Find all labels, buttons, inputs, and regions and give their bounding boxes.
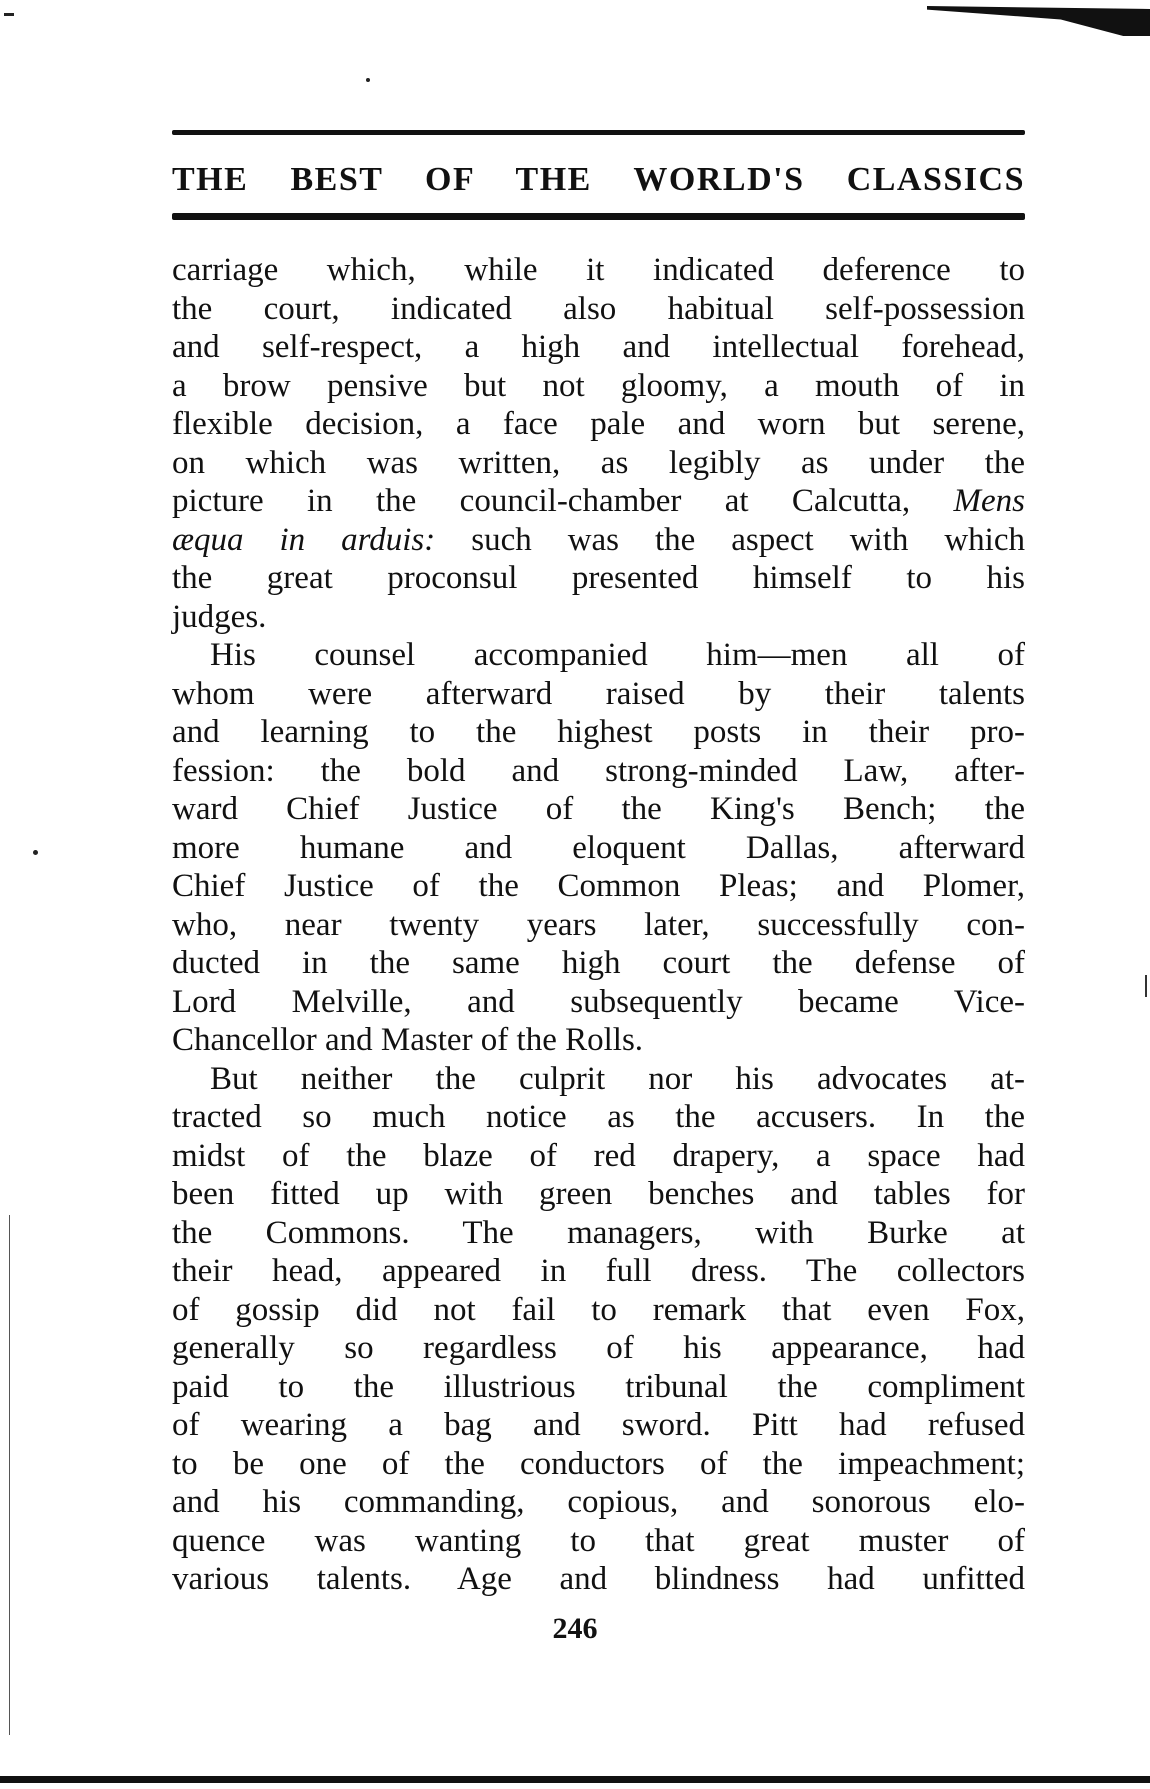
text-line [172,1137,1025,1176]
text-segment: judges. [172,598,267,635]
text-line [172,1406,1025,1445]
text-segment: His counsel accompanied him—men all of [210,637,1025,673]
text-segment: Chancellor and Master of the Rolls. [172,1022,644,1058]
text-segment: a brow pensive but not gloomy, a mouth of in [172,367,1025,404]
text-segment: been fitted up with green benches and tables for [172,1176,1025,1212]
text-line [172,790,1025,829]
text-segment: various talents. Age and blindness had unfitted [172,1561,1025,1597]
text-segment: whom were afterward raised by their talents [172,675,1025,712]
text-segment: of gossip did not fail to remark that even Fox, [172,1291,1025,1328]
text-line [172,944,1025,983]
text-segment: the great proconsul presented himself to his [172,560,1025,596]
text-line [172,559,1025,598]
text-line [172,1060,1025,1099]
scan-speck [33,850,38,855]
body-text [172,251,1025,1599]
text-segment: midst of the blaze of red drapery, a space had [172,1137,1025,1174]
text-line [172,1291,1025,1330]
text-line [172,675,1025,714]
text-line [172,482,1025,521]
text-segment: picture in the council-chamber at Calcutta, [172,483,954,519]
text-line [172,251,1025,290]
text-segment: and learning to the highest posts in their pro- [172,714,1025,750]
text-line [172,1368,1025,1407]
page-number: 246 [552,1612,598,1645]
text-line [172,1214,1025,1253]
text-line [172,598,1025,637]
text-segment: But neither the culprit nor his advocates at- [210,1060,1025,1097]
text-segment: more humane and eloquent Dallas, afterward [172,829,1025,866]
text-segment: their head, appeared in full dress. The collectors [172,1253,1025,1289]
text-line [172,444,1025,483]
italic-text: Mens [953,483,1025,519]
text-line [172,328,1025,367]
text-line [172,867,1025,906]
text-segment: Chief Justice of the Common Pleas; and Plomer, [172,868,1025,904]
scan-speck [366,78,370,82]
running-head: THE BEST OF THE WORLD'S CLASSICS [172,161,1025,198]
text-line [172,1483,1025,1522]
text-segment: quence was wanting to that great muster of [172,1522,1025,1559]
text-segment: the court, indicated also habitual self-possession [172,290,1025,327]
scan-mark [1145,975,1147,997]
text-line [172,1252,1025,1291]
scan-edge-shadow [927,6,1150,36]
text-line [172,752,1025,791]
text-line [172,1560,1025,1599]
text-line [172,1021,1025,1060]
text-line [172,1329,1025,1368]
text-segment: and his commanding, copious, and sonorous elo- [172,1484,1025,1520]
text-segment: who, near twenty years later, successfully con- [172,906,1025,943]
text-line [172,367,1025,406]
text-segment: paid to the illustrious tribunal the compliment [172,1368,1025,1405]
text-segment: and self-respect, a high and intellectual forehead, [172,329,1025,365]
text-line [172,405,1025,444]
text-line [172,906,1025,945]
text-segment: generally so regardless of his appearance, had [172,1330,1025,1366]
text-line [172,983,1025,1022]
text-line [172,713,1025,752]
text-segment: on which was written, as legibly as under the [172,444,1025,481]
italic-text: æqua in arduis: [172,521,436,558]
text-line [172,829,1025,868]
header-rule-top [172,130,1025,135]
text-segment: ward Chief Justice of the King's Bench; the [172,791,1025,827]
text-line [172,1098,1025,1137]
text-segment: flexible decision, a face pale and worn but serene, [172,406,1025,442]
scan-mark [4,13,14,16]
text-segment: fession: the bold and strong-minded Law, after- [172,752,1025,789]
header-rule-bottom [172,213,1025,220]
text-line [172,521,1025,560]
text-segment: carriage which, while it indicated deference to [172,252,1025,288]
text-segment: to be one of the conductors of the impeachment; [172,1445,1025,1482]
text-line [172,290,1025,329]
text-segment: Lord Melville, and subsequently became Vice- [172,983,1025,1020]
text-line [172,1175,1025,1214]
text-segment: ducted in the same high court the defense of [172,945,1025,981]
text-segment: tracted so much notice as the accusers. In the [172,1099,1025,1135]
text-segment: such was the aspect with which [435,521,1025,558]
text-line [172,1445,1025,1484]
text-segment: of wearing a bag and sword. Pitt had refused [172,1407,1025,1443]
scan-margin-line [9,1215,10,1735]
text-line [172,1522,1025,1561]
footer-rule [0,1776,1150,1783]
text-segment: the Commons. The managers, with Burke at [172,1214,1025,1251]
text-line [172,636,1025,675]
